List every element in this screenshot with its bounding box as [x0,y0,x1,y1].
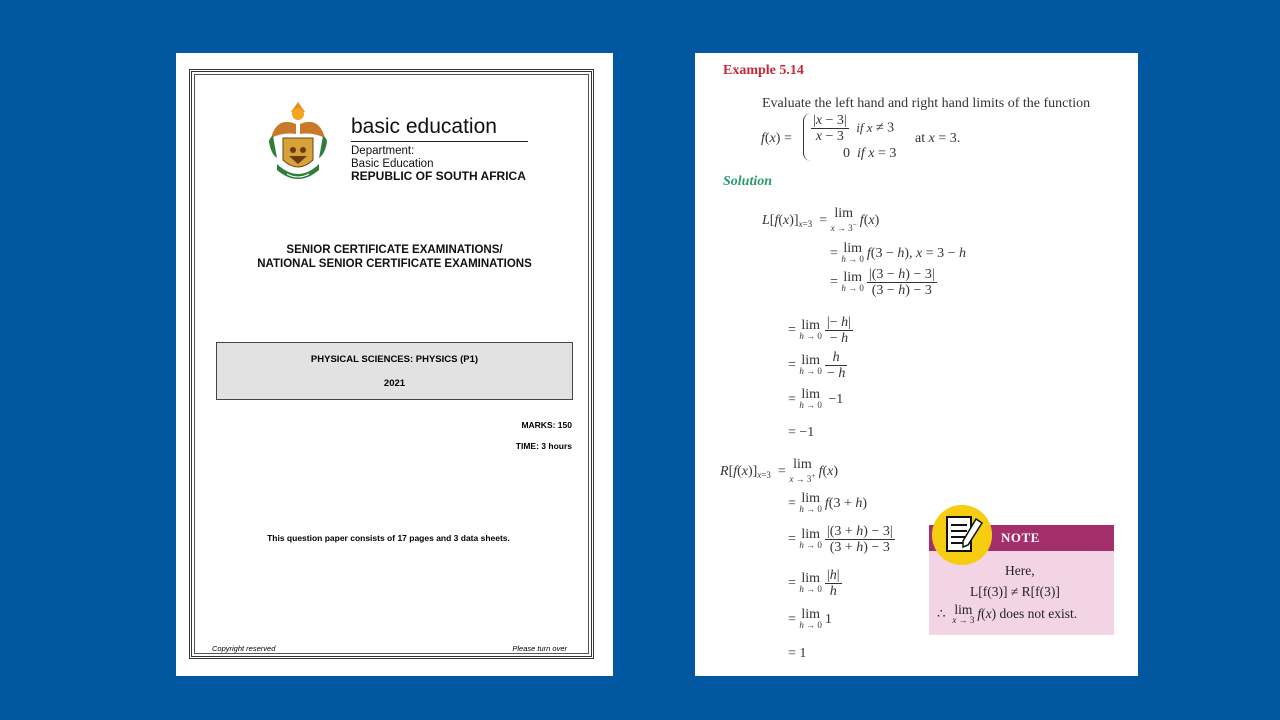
dept-line-2: Basic Education [351,157,434,170]
right-limit-line-5: = lim h → 0 1 [788,607,832,630]
left-limit-line-6: = lim h → 0 −1 [788,387,844,410]
example-title: Example 5.14 [723,63,804,78]
subject-box [216,342,573,400]
coat-of-arms-icon [263,98,333,190]
note-line-2: L[f(3)] ≠ R[f(3)] [970,584,1060,599]
footer-copyright: Copyright reserved [212,644,276,653]
footer-turn-over: Please turn over [512,644,567,653]
left-limit-line-2: = lim h → 0 f(3 − h), x = 3 − h [830,241,967,264]
marks-label: MARKS: 150 [521,420,572,430]
subject-title: PHYSICAL SCIENCES: PHYSICS (P1) [310,354,479,365]
time-label: TIME: 3 hours [515,441,572,451]
right-limit-line-1: $R[f(x)]_{x=3} = \lim$ x → 3+ f(x) [720,457,839,484]
department-block [351,145,526,184]
left-limit-result: = −1 [788,425,815,440]
subject-year: 2021 [383,378,406,389]
dept-line-3: REPUBLIC OF SOUTH AFRICA [351,169,526,183]
left-limit-line-5: = lim h → 0 $\frac{h}{- h}$ [788,350,846,381]
left-limit-line-4: = lim h → 0 $\frac{|- h|}{- h}$ [788,315,851,346]
brand-name: basic education [351,115,497,138]
textbook-page [695,53,1138,676]
function-point: at x = 3. [915,131,961,146]
example-prompt: Evaluate the left hand and right hand limits of the function [762,96,1091,111]
function-name: f(x) = [761,131,792,146]
function-case-2: 0 if x = 3 [843,146,897,161]
right-limit-result: = 1 [788,646,807,661]
exam-title [176,243,613,271]
right-limit-line-4: = lim h → 0 $\frac{|h|}{h}$ [788,568,840,599]
left-limit-line-1: $L[f(x)]_{x=3} = \lim$ x → 3− f(x) [762,206,880,233]
exam-title-line-1: SENIOR CERTIFICATE EXAMINATIONS/ [286,244,503,256]
note-line-1: Here, [1005,563,1035,578]
function-case-1: $\frac{|x - 3|}{x - 3}$ if x ≠ 3 [813,113,895,144]
pages-note: This question paper consists of 17 pages and 3 data sheets. [267,533,510,543]
brand-divider [351,141,528,142]
solution-label: Solution [723,174,773,189]
left-limit-line-3: = lim h → 0 $\frac{|(3 - h) - 3|}{(3 - h) - 3}$ [830,267,935,298]
dept-line-1: Department: [351,145,415,157]
note-pencil-icon [932,505,992,565]
note-label: NOTE [1001,530,1040,545]
exam-cover-page [176,53,613,676]
exam-title-line-2: NATIONAL SENIOR CERTIFICATE EXAMINATIONS [257,258,532,270]
function-brace [803,113,811,161]
right-limit-line-3: = lim h → 0 $\frac{|(3 + h) - 3|}{(3 + h) - 3}$ [788,524,893,555]
note-line-3-text: does not exist. [999,606,1078,622]
right-limit-line-2: = lim h → 0 f(3 + h) [788,491,868,514]
note-line-3: ∴ lim x → 3 f(x) does not exist. [937,602,1078,625]
